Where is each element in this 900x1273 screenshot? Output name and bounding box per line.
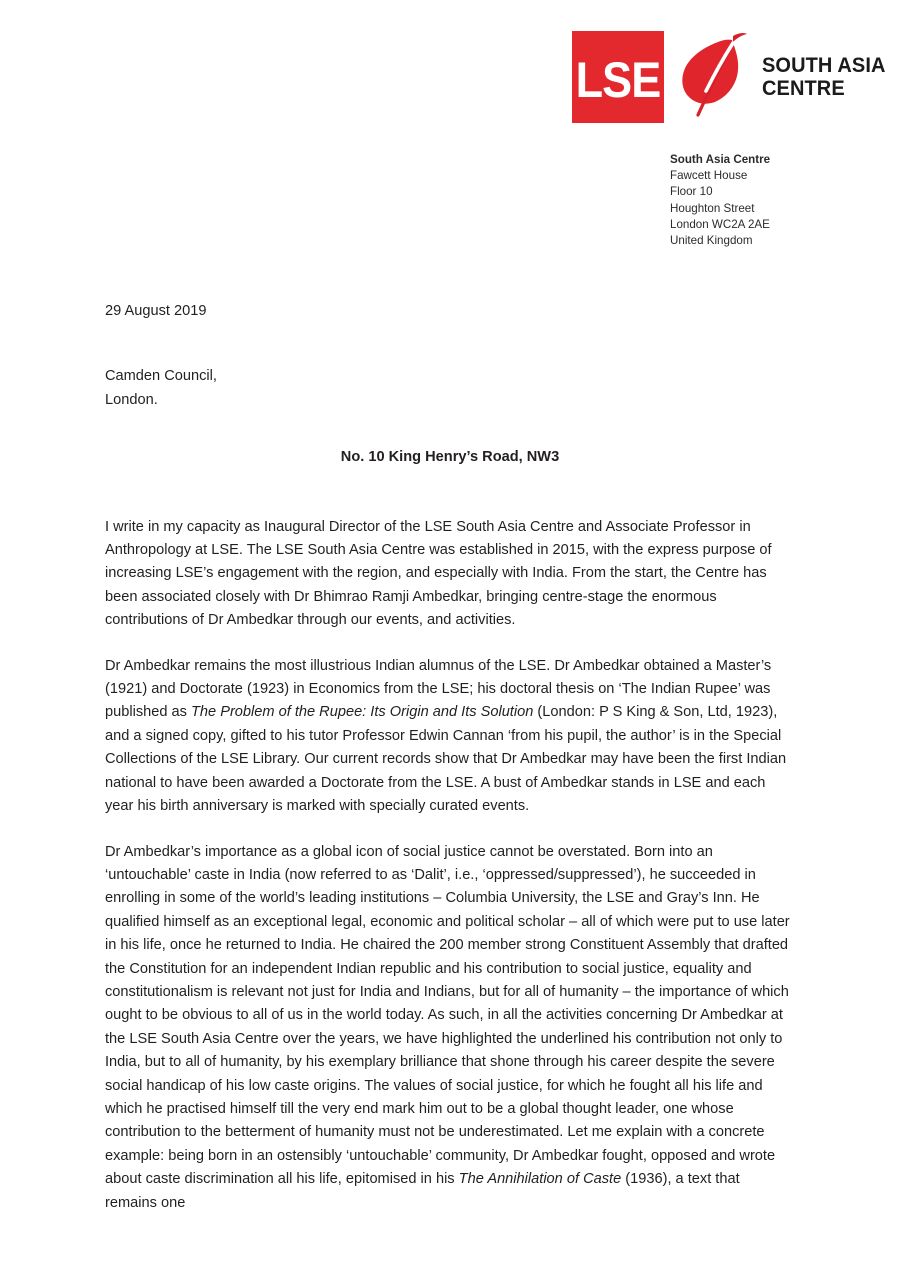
wordmark-line-1: SOUTH ASIA [762, 52, 886, 77]
paragraph-2-text-before-title: Dr Ambedkar remains the most illustrious Indian alumnus of the LSE. Dr Ambedkar obtained a Master’s (1921) and Doctorate (1923) in Economics from the LSE; his doctoral thesis on ‘The Indian Rupee’ was published as [105, 657, 772, 721]
book-title-annihilation-of-caste: The Annihilation of Caste [458, 1171, 622, 1188]
recipient-line-1: Camden Council, [105, 368, 217, 385]
sender-address-line-1: Fawcett House [670, 169, 748, 183]
paragraph-3-text-before-title: Dr Ambedkar’s importance as a global icon of social justice cannot be overstated. Born into an ‘untouchable’ caste in India (now referred to as ‘Dalit’, i.e., ‘oppressed/suppressed’), he succeeded in enrolling in some of the world’s leading institutions – Columbia University, the LSE and Gray’s Inn. He qualified himself as an exceptional legal, economic and political scholar – all of which were put to use later in his life, once he returned to India. He chaired the 200 member strong Constituent Assembly that drafted the Constitution for an independent Indian republic and his contribution to social justice, equality and constitutionalism is relevant not just for India and Indians, but for all of humanity – the importance of which ought to be obvious to all of us in the world today. As such, in all the activities concerning Dr Ambedkar at the LSE South Asia Centre over the years, we have highlighted the underlined his contribution not only to India, but to all of humanity, by his exemplary brilliance that shone through his career despite the severe social handicap of his low caste origins. The values of social justice, for which he fought all his life and which he practised himself till the very end mark him out to be a global thought leader, one whose contribution to the betterment of humanity must not be underestimated. Let me explain with a concrete example: being born in an ostensibly ‘untouchable’ community, Dr Ambedkar fought, opposed and wrote about caste discrimination all his life, epitomised in his [105, 843, 790, 1188]
letterhead [572, 25, 886, 129]
paragraph-2 [105, 655, 795, 819]
sender-address-line-4: London WC2A 2AE [670, 217, 770, 231]
lse-logo [572, 31, 664, 123]
svg-text:LSE: LSE [575, 52, 661, 109]
recipient-address-block [105, 365, 795, 412]
sender-address-line-5: United Kingdom [670, 234, 753, 248]
paragraph-3-text-after-title: (1936), a text that remains one [105, 1171, 740, 1211]
letter-date: 29 August 2019 [105, 303, 207, 319]
sender-address-block [670, 152, 770, 249]
paragraph-3 [105, 841, 795, 1216]
letter-subject: No. 10 King Henry’s Road, NW3 [340, 449, 560, 466]
letter-body [105, 300, 795, 1215]
sender-address-line-2: Floor 10 [670, 185, 713, 199]
paragraph-1: I write in my capacity as Inaugural Director of the LSE South Asia Centre and Associate Professor in Anthropology at LSE. The LSE South Asia Centre was established in 2015, with the express purpose of increasing LSE’s engagement with the region, and especially with India. From the start, the Centre has been associated closely with Dr Bhimrao Ramji Ambedkar, bringing centre-stage the enormous contributions of Dr Ambedkar through our events, and activities. [105, 518, 772, 629]
recipient-line-2: London. [105, 391, 158, 408]
sender-organisation: South Asia Centre [670, 153, 771, 166]
paragraph-2-text-after-title: (London: P S King & Son, Ltd, 1923), and a signed copy, gifted to his tutor Professor Edwin Cannan ‘from his pupil, the author’ is in the Special Collections of the LSE Library. Our current records show that Dr Ambedkar may have been the first Indian national to have been awarded a Doctorate from the LSE. A bust of Ambedkar stands in LSE and each year his birth anniversary is marked with specially curated events. [105, 704, 787, 815]
wordmark-line-2: CENTRE [762, 76, 845, 100]
peepal-leaf-icon [676, 27, 754, 127]
book-title-problem-of-the-rupee: The Problem of the Rupee: Its Origin and Its Solution [191, 704, 534, 721]
south-asia-centre-wordmark [762, 54, 886, 100]
sender-address-line-3: Houghton Street [670, 201, 755, 215]
